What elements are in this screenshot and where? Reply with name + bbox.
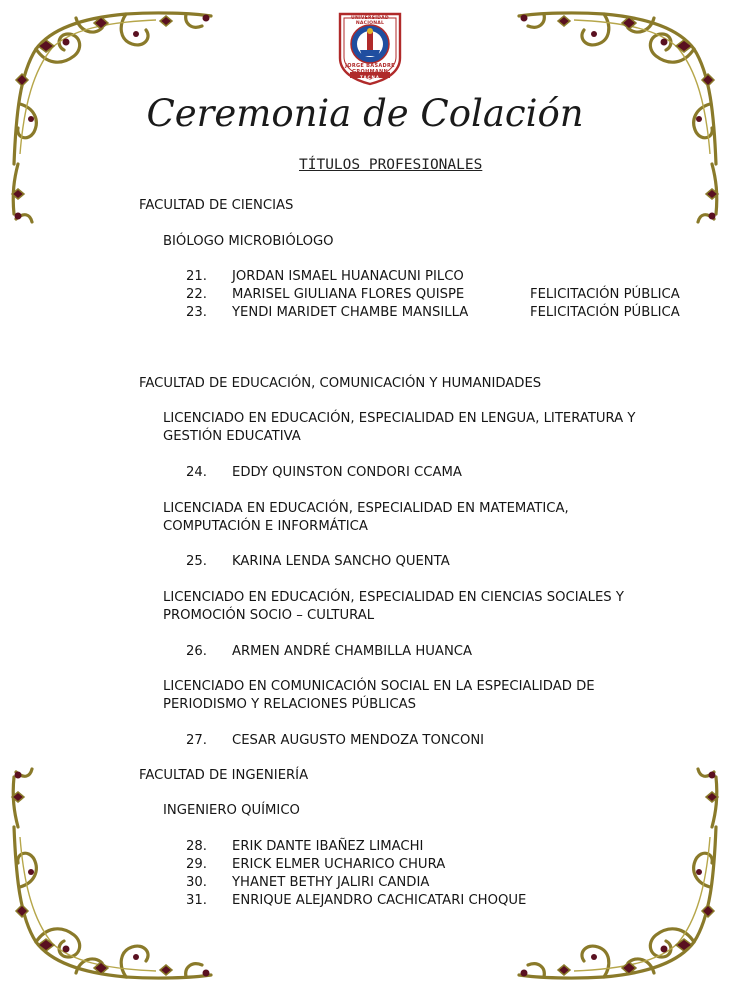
graduate-number: 26. bbox=[186, 644, 207, 659]
seal-bottom-text: JORGE BASADRE GROHMANN bbox=[345, 63, 395, 75]
degree-heading: LICENCIADO EN EDUCACIÓN, ESPECIALIDAD EN LENGUA, LITERATURA Y bbox=[163, 411, 636, 426]
graduate-number: 30. bbox=[186, 875, 207, 890]
degree-heading: LICENCIADO EN EDUCACIÓN, ESPECIALIDAD EN CIENCIAS SOCIALES Y bbox=[163, 590, 624, 605]
graduate-name: YENDI MARIDET CHAMBE MANSILLA bbox=[232, 305, 469, 320]
graduate-name: ARMEN ANDRÉ CHAMBILLA HUANCA bbox=[232, 644, 473, 659]
graduate-number: 25. bbox=[186, 554, 207, 569]
university-seal-icon bbox=[336, 10, 404, 86]
faculty-heading: FACULTAD DE INGENIERÍA bbox=[139, 768, 309, 783]
graduate-name: JORDAN ISMAEL HUANACUNI PILCO bbox=[232, 269, 464, 284]
page-title: Ceremonia de Colación bbox=[146, 92, 584, 135]
degree-heading-continued: PERIODISMO Y RELACIONES PÚBLICAS bbox=[163, 697, 416, 712]
degree-heading: BIÓLOGO MICROBIÓLOGO bbox=[163, 234, 334, 249]
graduate-honor: FELICITACIÓN PÚBLICA bbox=[530, 287, 680, 302]
graduate-number: 21. bbox=[186, 269, 207, 284]
graduate-name: ENRIQUE ALEJANDRO CACHICATARI CHOQUE bbox=[232, 893, 527, 908]
graduate-number: 24. bbox=[186, 465, 207, 480]
degree-heading-continued: COMPUTACIÓN E INFORMÁTICA bbox=[163, 519, 368, 534]
faculty-heading: FACULTAD DE CIENCIAS bbox=[139, 198, 294, 213]
graduate-name: YHANET BETHY JALIRI CANDIA bbox=[232, 875, 430, 890]
graduate-number: 22. bbox=[186, 287, 207, 302]
seal-top-text: UNIVERSIDAD NACIONAL bbox=[351, 16, 389, 26]
degree-heading: INGENIERO QUÍMICO bbox=[163, 803, 300, 818]
graduate-number: 23. bbox=[186, 305, 207, 320]
degree-heading: LICENCIADA EN EDUCACIÓN, ESPECIALIDAD EN MATEMATICA, bbox=[163, 501, 569, 516]
faculty-heading: FACULTAD DE EDUCACIÓN, COMUNICACIÓN Y HUMANIDADES bbox=[139, 376, 542, 391]
seal-footer-text: TACNA bbox=[360, 75, 380, 80]
ornamental-corner-bottom-right-icon bbox=[509, 762, 724, 987]
graduate-number: 27. bbox=[186, 733, 207, 748]
page-subtitle: TÍTULOS PROFESIONALES bbox=[299, 157, 483, 173]
graduate-name: ERICK ELMER UCHARICO CHURA bbox=[232, 857, 446, 872]
ornament-svg bbox=[509, 762, 724, 987]
graduate-name: EDDY QUINSTON CONDORI CCAMA bbox=[232, 465, 462, 480]
degree-heading: LICENCIADO EN COMUNICACIÓN SOCIAL EN LA ESPECIALIDAD DE bbox=[163, 679, 595, 694]
graduate-number: 28. bbox=[186, 839, 207, 854]
graduate-number: 31. bbox=[186, 893, 207, 908]
graduate-number: 29. bbox=[186, 857, 207, 872]
degree-heading-continued: PROMOCIÓN SOCIO – CULTURAL bbox=[163, 608, 375, 623]
graduate-name: CESAR AUGUSTO MENDOZA TONCONI bbox=[232, 733, 485, 748]
graduate-honor: FELICITACIÓN PÚBLICA bbox=[530, 305, 680, 320]
graduate-name: KARINA LENDA SANCHO QUENTA bbox=[232, 554, 450, 569]
graduate-name: MARISEL GIULIANA FLORES QUISPE bbox=[232, 287, 465, 302]
degree-heading-continued: GESTIÓN EDUCATIVA bbox=[163, 429, 301, 444]
graduate-name: ERIK DANTE IBAÑEZ LIMACHI bbox=[232, 839, 424, 854]
